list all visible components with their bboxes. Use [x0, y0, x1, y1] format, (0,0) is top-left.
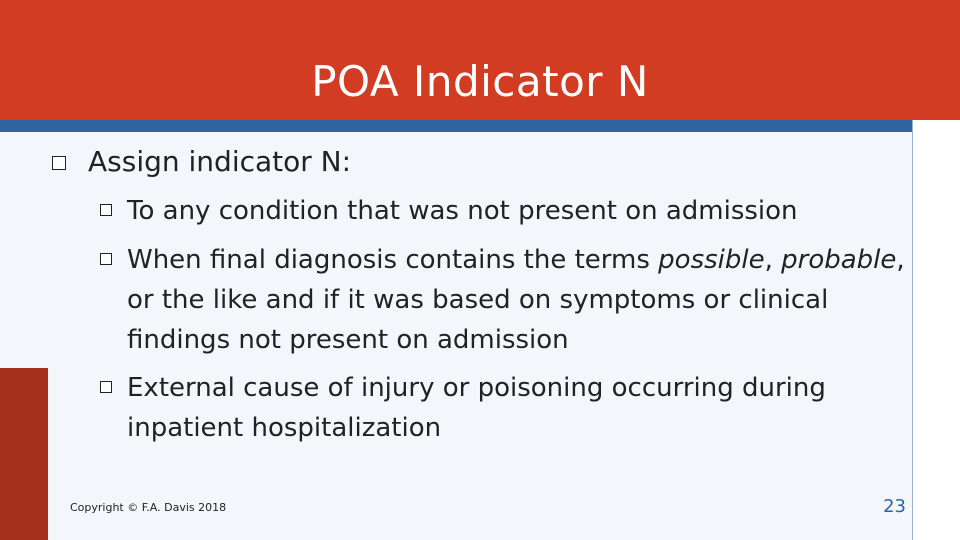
square-bullet-icon — [52, 156, 66, 170]
bullet-text — [127, 240, 917, 360]
bullet-text: To any condition that was not present on admission — [127, 196, 798, 226]
left-accent-bar — [0, 368, 48, 540]
bullet-text-part: , — [764, 245, 782, 275]
slide-title: POA Indicator N — [311, 57, 649, 106]
accent-strip — [0, 120, 912, 132]
bullet-level1-text: Assign indicator N: — [88, 145, 352, 178]
copyright-notice: Copyright © F.A. Davis 2018 — [70, 501, 227, 514]
square-bullet-icon — [100, 204, 112, 216]
term-possible: possible — [658, 245, 765, 275]
page-number: 23 — [883, 496, 906, 517]
bullet-text-part: When final diagnosis contains the terms — [127, 245, 659, 275]
term-probable: probable — [781, 245, 897, 275]
bullet-text: External cause of injury or poisoning occurring during inpatient hospitalization — [127, 373, 826, 443]
square-bullet-icon — [100, 381, 112, 393]
square-bullet-icon — [100, 253, 112, 265]
bullet-text-part: , or the like and if it was based on symptoms or clinical findings not present on admission — [127, 245, 905, 355]
